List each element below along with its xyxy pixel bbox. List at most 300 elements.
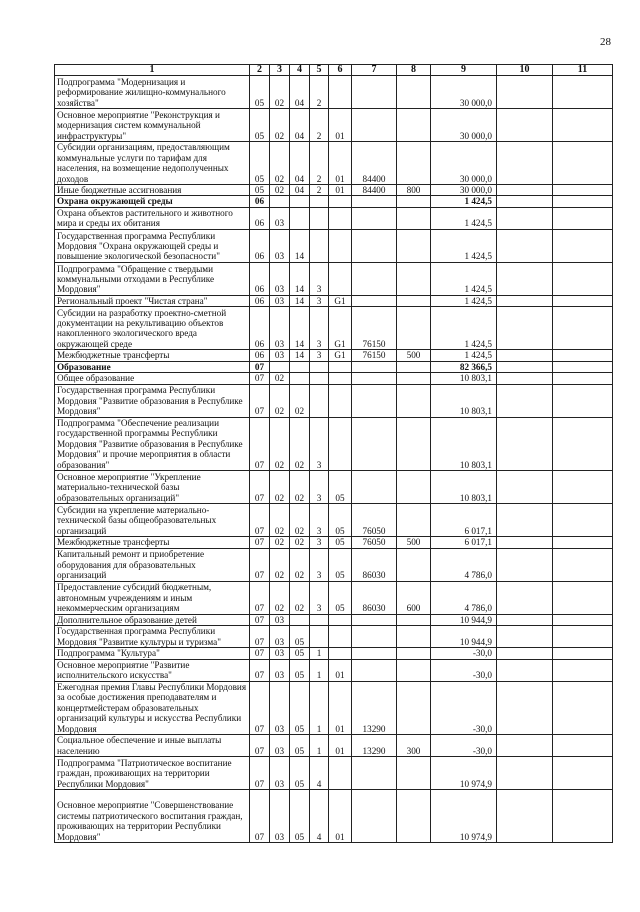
cell-direction (352, 648, 397, 659)
column-header: 6 (329, 65, 352, 76)
cell-direction: 76150 (352, 307, 397, 350)
cell-subsection: 02 (270, 581, 290, 614)
table-row (55, 504, 613, 537)
cell-subprogram (310, 196, 329, 207)
cell-name: Охрана объектов растительного и животного мира и среды их обитания (55, 207, 250, 229)
cell-subsection: 02 (270, 504, 290, 537)
cell-amount: 30 000,0 (431, 142, 497, 185)
cell-event (329, 417, 352, 470)
column-header: 7 (352, 65, 397, 76)
cell-amount: 1 424,5 (431, 350, 497, 361)
cell-direction (352, 471, 397, 504)
cell-program: 02 (290, 471, 310, 504)
cell-subprogram: 3 (310, 471, 329, 504)
cell-subsection: 03 (270, 295, 290, 306)
table-row (55, 350, 613, 361)
cell-col-11 (553, 504, 613, 537)
cell-section: 07 (250, 504, 270, 537)
cell-program: 04 (290, 109, 310, 142)
cell-col-11 (553, 307, 613, 350)
cell-program: 02 (290, 548, 310, 581)
cell-col-11 (553, 581, 613, 614)
cell-amount: 30 000,0 (431, 185, 497, 196)
table-row (55, 373, 613, 384)
cell-col-11 (553, 361, 613, 372)
cell-section: 06 (250, 262, 270, 295)
cell-program: 14 (290, 262, 310, 295)
cell-direction (352, 373, 397, 384)
cell-direction: 86030 (352, 548, 397, 581)
cell-direction (352, 417, 397, 470)
column-header: 9 (431, 65, 497, 76)
cell-amount: 6 017,1 (431, 537, 497, 548)
table-row (55, 681, 613, 734)
cell-direction: 76050 (352, 537, 397, 548)
cell-col-10 (497, 614, 553, 625)
table-row (55, 537, 613, 548)
cell-subsection: 02 (270, 109, 290, 142)
cell-col-11 (553, 681, 613, 734)
cell-expense-type (397, 207, 431, 229)
cell-section: 07 (250, 614, 270, 625)
cell-expense-type (397, 76, 431, 109)
cell-section: 06 (250, 196, 270, 207)
column-header: 3 (270, 65, 290, 76)
cell-expense-type (397, 196, 431, 207)
cell-event (329, 262, 352, 295)
cell-amount: 1 424,5 (431, 207, 497, 229)
cell-col-10 (497, 109, 553, 142)
cell-col-11 (553, 659, 613, 681)
cell-expense-type (397, 681, 431, 734)
cell-name: Социальное обеспечение и иные выплаты населению (55, 735, 250, 757)
cell-program: 14 (290, 229, 310, 262)
cell-event (329, 384, 352, 417)
cell-col-11 (553, 196, 613, 207)
cell-name: Государственная программа Республики Мордовия "Развитие образования в Республике Мордовия" (55, 384, 250, 417)
cell-subprogram: 1 (310, 648, 329, 659)
table-row (55, 471, 613, 504)
cell-subprogram: 3 (310, 548, 329, 581)
table-row (55, 207, 613, 229)
cell-amount: -30,0 (431, 648, 497, 659)
table-body (55, 76, 613, 843)
header-row (55, 65, 613, 76)
cell-section: 07 (250, 548, 270, 581)
cell-subsection: 02 (270, 185, 290, 196)
cell-col-11 (553, 384, 613, 417)
cell-direction: 84400 (352, 185, 397, 196)
table-row (55, 384, 613, 417)
cell-program: 05 (290, 648, 310, 659)
cell-expense-type: 300 (397, 735, 431, 757)
cell-col-11 (553, 207, 613, 229)
cell-direction (352, 295, 397, 306)
cell-amount: 10 944,9 (431, 626, 497, 648)
cell-expense-type (397, 504, 431, 537)
cell-direction (352, 262, 397, 295)
cell-event (329, 373, 352, 384)
cell-direction: 76050 (352, 504, 397, 537)
cell-expense-type (397, 417, 431, 470)
cell-subprogram (310, 361, 329, 372)
cell-subsection: 03 (270, 681, 290, 734)
cell-section: 07 (250, 384, 270, 417)
cell-program (290, 196, 310, 207)
cell-name: Основное мероприятие "Укрепление материально-технической базы образовательных организаций" (55, 471, 250, 504)
table-row (55, 295, 613, 306)
table-row (55, 262, 613, 295)
cell-expense-type: 500 (397, 350, 431, 361)
cell-event: 01 (329, 185, 352, 196)
cell-event (329, 196, 352, 207)
cell-amount: 30 000,0 (431, 109, 497, 142)
cell-amount: -30,0 (431, 735, 497, 757)
cell-col-10 (497, 350, 553, 361)
cell-subsection: 02 (270, 142, 290, 185)
cell-subsection: 03 (270, 207, 290, 229)
cell-name: Субсидии на разработку проектно-сметной документации на рекультивацию объектов накопленного экологического вреда окружающей среде (55, 307, 250, 350)
cell-program: 05 (290, 681, 310, 734)
cell-subsection: 03 (270, 350, 290, 361)
cell-col-11 (553, 373, 613, 384)
cell-amount: 10 944,9 (431, 614, 497, 625)
cell-name: Подпрограмма "Обращение с твердыми коммунальными отходами в Республике Мордовия" (55, 262, 250, 295)
cell-name: Государственная программа Республики Мордовия "Развитие культуры и туризма" (55, 626, 250, 648)
cell-program: 05 (290, 659, 310, 681)
cell-program (290, 361, 310, 372)
cell-direction (352, 196, 397, 207)
cell-section: 06 (250, 307, 270, 350)
cell-col-11 (553, 262, 613, 295)
cell-name: Дополнительное образование детей (55, 614, 250, 625)
cell-program (290, 207, 310, 229)
cell-direction: 13290 (352, 681, 397, 734)
cell-subsection: 02 (270, 76, 290, 109)
cell-subprogram: 2 (310, 109, 329, 142)
cell-amount: 1 424,5 (431, 196, 497, 207)
cell-direction (352, 76, 397, 109)
cell-col-10 (497, 373, 553, 384)
cell-col-10 (497, 384, 553, 417)
table-row (55, 735, 613, 757)
cell-event: G1 (329, 295, 352, 306)
cell-subprogram (310, 626, 329, 648)
cell-event: 01 (329, 659, 352, 681)
column-header: 8 (397, 65, 431, 76)
cell-subprogram: 3 (310, 504, 329, 537)
table-row (55, 757, 613, 790)
cell-col-10 (497, 361, 553, 372)
cell-subprogram: 2 (310, 185, 329, 196)
cell-subsection: 03 (270, 614, 290, 625)
column-header: 2 (250, 65, 270, 76)
cell-program: 02 (290, 504, 310, 537)
cell-name: Межбюджетные трансферты (55, 537, 250, 548)
cell-section: 06 (250, 229, 270, 262)
cell-program: 02 (290, 581, 310, 614)
table-row (55, 142, 613, 185)
cell-name: Капитальный ремонт и приобретение оборудования для образовательных организаций (55, 548, 250, 581)
table-row (55, 109, 613, 142)
cell-direction (352, 659, 397, 681)
cell-amount: -30,0 (431, 659, 497, 681)
cell-col-10 (497, 626, 553, 648)
cell-program: 05 (290, 757, 310, 790)
cell-name: Субсидии на укрепление материально-технической базы общеобразовательных организаций (55, 504, 250, 537)
cell-expense-type (397, 614, 431, 625)
cell-col-11 (553, 142, 613, 185)
cell-subsection: 03 (270, 757, 290, 790)
cell-name: Образование (55, 361, 250, 372)
cell-expense-type (397, 471, 431, 504)
table-row (55, 659, 613, 681)
cell-event: 05 (329, 471, 352, 504)
cell-event: 05 (329, 537, 352, 548)
cell-direction (352, 757, 397, 790)
cell-name: Межбюджетные трансферты (55, 350, 250, 361)
cell-subprogram: 2 (310, 142, 329, 185)
cell-col-10 (497, 581, 553, 614)
cell-amount: 82 366,5 (431, 361, 497, 372)
cell-program: 02 (290, 417, 310, 470)
cell-col-11 (553, 229, 613, 262)
cell-program: 14 (290, 295, 310, 306)
cell-section: 06 (250, 207, 270, 229)
cell-section: 07 (250, 537, 270, 548)
cell-expense-type (397, 790, 431, 843)
cell-col-11 (553, 537, 613, 548)
cell-program: 14 (290, 350, 310, 361)
cell-subsection: 02 (270, 548, 290, 581)
cell-subprogram: 3 (310, 581, 329, 614)
cell-name: Региональный проект "Чистая страна" (55, 295, 250, 306)
cell-section: 07 (250, 626, 270, 648)
cell-col-11 (553, 790, 613, 843)
cell-name: Подпрограмма "Модернизация и реформирование жилищно-коммунального хозяйства" (55, 76, 250, 109)
cell-expense-type (397, 757, 431, 790)
cell-event: G1 (329, 350, 352, 361)
cell-subsection: 03 (270, 659, 290, 681)
cell-expense-type: 800 (397, 185, 431, 196)
cell-event: 01 (329, 109, 352, 142)
budget-table (54, 64, 613, 843)
cell-subsection: 02 (270, 384, 290, 417)
cell-name: Предоставление субсидий бюджетным, автономным учреждениям и иным некоммерческим организациям (55, 581, 250, 614)
cell-amount: 1 424,5 (431, 262, 497, 295)
cell-program: 05 (290, 735, 310, 757)
cell-direction: 76150 (352, 350, 397, 361)
table-row (55, 648, 613, 659)
cell-section: 07 (250, 681, 270, 734)
cell-col-11 (553, 648, 613, 659)
cell-col-10 (497, 229, 553, 262)
column-header: 10 (497, 65, 553, 76)
table-row (55, 361, 613, 372)
cell-name: Основное мероприятие "Развитие исполнительского искусства" (55, 659, 250, 681)
column-header: 4 (290, 65, 310, 76)
page-number: 28 (600, 36, 611, 48)
cell-subsection: 02 (270, 373, 290, 384)
cell-program: 04 (290, 185, 310, 196)
cell-section: 07 (250, 417, 270, 470)
cell-section: 07 (250, 659, 270, 681)
cell-subprogram (310, 229, 329, 262)
cell-expense-type (397, 295, 431, 306)
cell-col-10 (497, 196, 553, 207)
cell-section: 07 (250, 735, 270, 757)
cell-program: 05 (290, 626, 310, 648)
cell-program: 02 (290, 537, 310, 548)
cell-col-10 (497, 504, 553, 537)
cell-subsection: 03 (270, 307, 290, 350)
cell-name: Субсидии организациям, предоставляющим коммунальные услуги по тарифам для населения, на возмещение недополученных доходов (55, 142, 250, 185)
cell-subsection: 03 (270, 790, 290, 843)
cell-event: 05 (329, 548, 352, 581)
cell-col-10 (497, 262, 553, 295)
cell-col-10 (497, 76, 553, 109)
cell-col-10 (497, 757, 553, 790)
cell-section: 07 (250, 361, 270, 372)
cell-col-11 (553, 626, 613, 648)
table-row (55, 626, 613, 648)
cell-name: Ежегодная премия Главы Республики Мордовия за особые достижения преподавателям и концертмейстерам образовательных организаций культуры и искусства Республики Мордовия (55, 681, 250, 734)
cell-direction (352, 614, 397, 625)
column-header: 11 (553, 65, 613, 76)
cell-name: Охрана окружающей среды (55, 196, 250, 207)
cell-col-10 (497, 471, 553, 504)
cell-program: 14 (290, 307, 310, 350)
cell-col-10 (497, 207, 553, 229)
cell-subsection: 03 (270, 626, 290, 648)
cell-amount: 10 803,1 (431, 384, 497, 417)
cell-col-11 (553, 109, 613, 142)
cell-event: 01 (329, 735, 352, 757)
cell-col-10 (497, 735, 553, 757)
cell-col-10 (497, 548, 553, 581)
cell-expense-type (397, 659, 431, 681)
cell-col-11 (553, 295, 613, 306)
cell-subsection: 02 (270, 417, 290, 470)
table-row (55, 229, 613, 262)
cell-section: 07 (250, 581, 270, 614)
table-row (55, 548, 613, 581)
cell-subprogram (310, 384, 329, 417)
cell-event (329, 648, 352, 659)
cell-subprogram: 4 (310, 790, 329, 843)
cell-direction (352, 790, 397, 843)
cell-subsection (270, 196, 290, 207)
table-row (55, 581, 613, 614)
cell-subsection: 03 (270, 229, 290, 262)
cell-amount: 4 786,0 (431, 581, 497, 614)
cell-event: 01 (329, 790, 352, 843)
cell-subprogram: 1 (310, 659, 329, 681)
cell-expense-type: 600 (397, 581, 431, 614)
cell-amount: 10 803,1 (431, 417, 497, 470)
cell-subsection: 03 (270, 648, 290, 659)
cell-col-10 (497, 417, 553, 470)
cell-program: 04 (290, 76, 310, 109)
cell-expense-type (397, 307, 431, 350)
cell-section: 07 (250, 648, 270, 659)
cell-amount: 1 424,5 (431, 295, 497, 306)
cell-expense-type (397, 626, 431, 648)
cell-expense-type (397, 262, 431, 295)
cell-col-10 (497, 295, 553, 306)
cell-expense-type (397, 109, 431, 142)
table-row (55, 790, 613, 843)
cell-subprogram: 3 (310, 417, 329, 470)
cell-section: 05 (250, 76, 270, 109)
cell-event (329, 207, 352, 229)
cell-expense-type (397, 648, 431, 659)
cell-event (329, 626, 352, 648)
cell-expense-type (397, 384, 431, 417)
cell-amount: 10 974,9 (431, 757, 497, 790)
cell-col-11 (553, 350, 613, 361)
cell-subprogram: 4 (310, 757, 329, 790)
cell-col-10 (497, 185, 553, 196)
cell-expense-type (397, 361, 431, 372)
cell-direction (352, 207, 397, 229)
cell-event: 05 (329, 504, 352, 537)
cell-subsection: 02 (270, 471, 290, 504)
column-header: 5 (310, 65, 329, 76)
cell-direction (352, 361, 397, 372)
cell-program: 04 (290, 142, 310, 185)
cell-subprogram: 2 (310, 76, 329, 109)
cell-col-10 (497, 659, 553, 681)
cell-expense-type (397, 548, 431, 581)
cell-name: Общее образование (55, 373, 250, 384)
cell-section: 07 (250, 757, 270, 790)
cell-section: 07 (250, 373, 270, 384)
cell-subprogram: 3 (310, 307, 329, 350)
table-row (55, 307, 613, 350)
cell-name: Подпрограмма "Обеспечение реализации государственной программы Республики Мордовия "Развитие образования в Республике Мордовия" и прочие мероприятия в области образования" (55, 417, 250, 470)
cell-expense-type (397, 142, 431, 185)
cell-direction (352, 384, 397, 417)
cell-section: 06 (250, 350, 270, 361)
cell-subsection: 03 (270, 735, 290, 757)
cell-col-10 (497, 537, 553, 548)
cell-section: 05 (250, 185, 270, 196)
cell-amount: 10 803,1 (431, 373, 497, 384)
cell-program (290, 614, 310, 625)
cell-section: 05 (250, 142, 270, 185)
table-row (55, 185, 613, 196)
table-row (55, 614, 613, 625)
cell-direction: 13290 (352, 735, 397, 757)
cell-col-11 (553, 76, 613, 109)
cell-amount: 1 424,5 (431, 229, 497, 262)
cell-amount: 10 803,1 (431, 471, 497, 504)
cell-subprogram: 3 (310, 537, 329, 548)
cell-subsection: 03 (270, 262, 290, 295)
cell-event: 05 (329, 581, 352, 614)
cell-event (329, 229, 352, 262)
cell-col-10 (497, 790, 553, 843)
cell-section: 07 (250, 790, 270, 843)
cell-col-10 (497, 307, 553, 350)
cell-event (329, 614, 352, 625)
cell-amount: 4 786,0 (431, 548, 497, 581)
cell-direction (352, 229, 397, 262)
cell-name: Иные бюджетные ассигнования (55, 185, 250, 196)
cell-expense-type (397, 229, 431, 262)
cell-name: Основное мероприятие "Совершенствование системы патриотического воспитания граждан, проживающих на территории Республики Мордовия" (55, 790, 250, 843)
